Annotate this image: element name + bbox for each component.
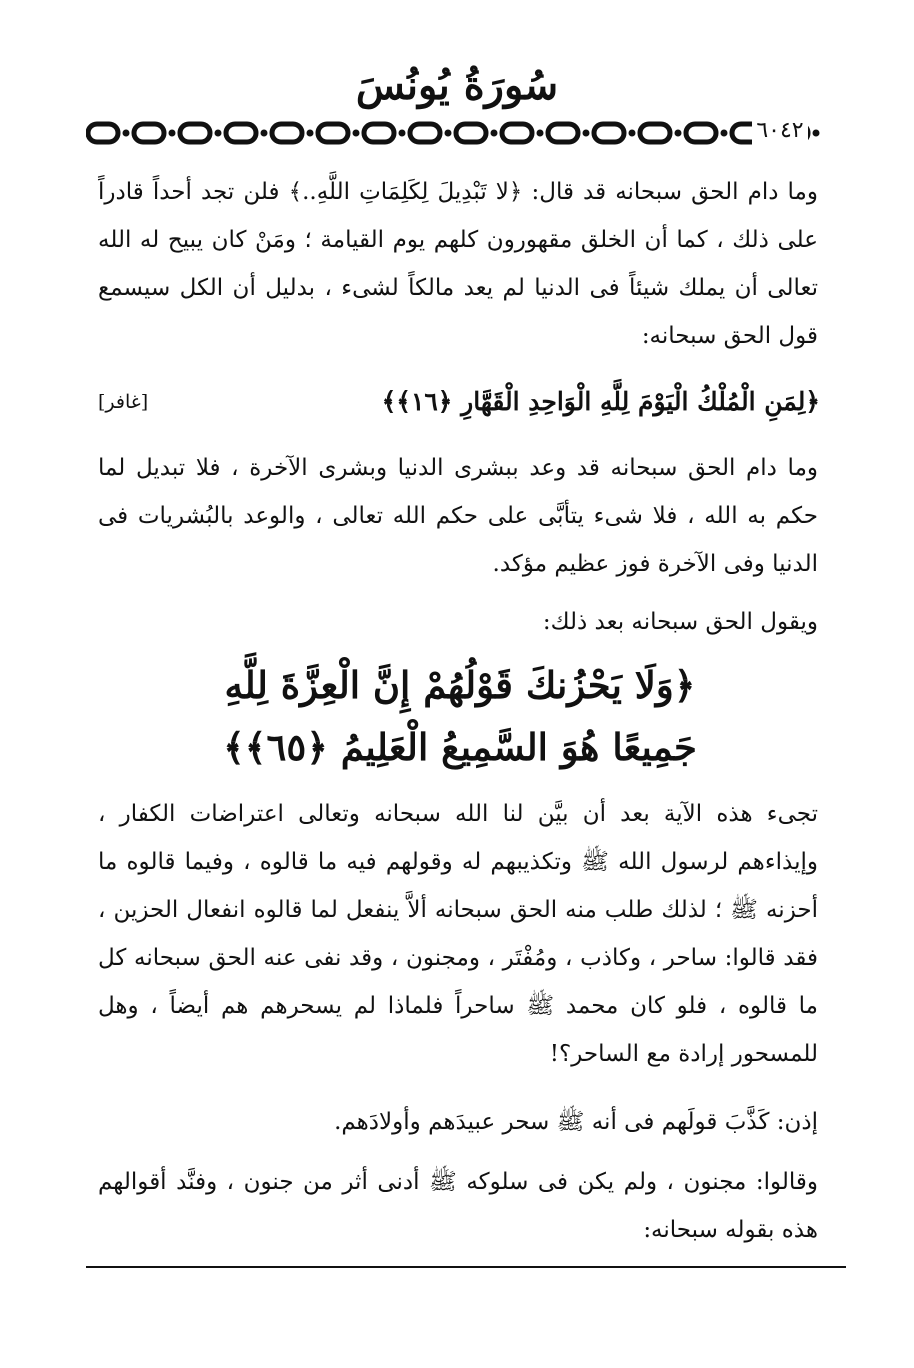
quran-verse-ghafir: ﴿لِمَنِ الْمُلْكُ الْيَوْمَ لِلَّهِ الْوَاحِدِ الْقَهَّارِ ﴿١٦﴾﴾ — [381, 387, 820, 416]
paragraph-4: تجىء هذه الآية بعد أن بيَّن لنا الله سبحانه وتعالى اعتراضات الكفار ، وإيذاءهم لرسول الله ﷺ وتكذيبهم له وقولهم فيه ما قالوه ، وفيما قالوه ما أحزنه ﷺ ؛ لذلك طلب منه الحق سبحانه ألاَّ ينفعل لما قالوه انفعال الحزين ، فقد قالوا: ساحر ، وكاذب ، ومُفْتَر ، ومجنون ، وقد نفى عنه الحق سبحانه كل ما قالوه ، فلو كان محمد ﷺ ساحراً فلماذا لم يسحرهم هم أيضاً ، وهل للمسحور إرادة مع الساحر؟! — [98, 801, 818, 1067]
paragraph-3: ويقول الحق سبحانه بعد ذلك: — [542, 609, 818, 635]
chain-link — [594, 124, 624, 142]
quran-verse-line-1: ﴿وَلَا يَحْزُنكَ قَوْلُهُمْ إِنَّ الْعِزَّةَ لِلَّهِ — [224, 663, 696, 707]
chain-dot — [813, 130, 820, 137]
chain-link — [410, 124, 440, 142]
chain-dot — [353, 130, 360, 137]
chain-dot — [629, 130, 636, 137]
chain-dot — [721, 130, 728, 137]
chain-link — [456, 124, 486, 142]
chain-link — [180, 124, 210, 142]
paragraph-6: وقالوا: مجنون ، ولم يكن فى سلوكه ﷺ أدنى أثر من جنون ، وفنَّد أقوالهم هذه بقوله سبحانه: — [98, 1169, 818, 1243]
chain-dot — [537, 130, 544, 137]
ornamental-chain-border — [86, 118, 838, 148]
paragraph-5: إذن: كَذَّبَ قولَهم فى أنه ﷺ سحر عبيدَهم وأولادَهم. — [334, 1109, 818, 1135]
bottom-rule — [86, 1266, 846, 1268]
chain-link — [364, 124, 394, 142]
chain-link — [640, 124, 670, 142]
chain-dot — [583, 130, 590, 137]
chain-dot — [675, 130, 682, 137]
surah-title: سُورَةُ يُونُسَ — [355, 62, 559, 109]
chain-dot — [215, 130, 222, 137]
verse-reference: [غافر] — [98, 391, 149, 413]
chain-link — [502, 124, 532, 142]
chain-dot — [491, 130, 498, 137]
chain-link — [318, 124, 348, 142]
chain-dot — [261, 130, 268, 137]
page-number: ٦٠٤٢ — [752, 116, 808, 146]
chain-link — [226, 124, 256, 142]
paragraph-1: وما دام الحق سبحانه قد قال: ﴿لا تَبْدِيلَ لِكَلِمَاتِ اللَّهِ..﴾ فلن تجد أحداً قادراً على ذلك ، كما أن الخلق مقهورون كلهم يوم القيامة ؛ ومَنْ كان يبيح له الله تعالى أن يملك شيئاً فى الدنيا لم يعد مالكاً لشىء ، بدليل أن الكل سيسمع قول الحق سبحانه: — [98, 179, 818, 349]
chain-link — [686, 124, 716, 142]
chain-link — [272, 124, 302, 142]
chain-link — [548, 124, 578, 142]
chain-dot — [169, 130, 176, 137]
chain-dot — [399, 130, 406, 137]
chain-link — [134, 124, 164, 142]
chain-link — [88, 124, 118, 142]
chain-dot — [123, 130, 130, 137]
chain-dot — [307, 130, 314, 137]
paragraph-2: وما دام الحق سبحانه قد وعد ببشرى الدنيا وبشرى الآخرة ، فلا تبديل لما حكم به الله ، فلا شىء يتأبَّى على حكم الله تعالى ، والوعد بالبُشريات فى الدنيا وفى الآخرة فوز عظيم مؤكد. — [98, 455, 818, 577]
quran-verse-line-2: جَمِيعًا هُوَ السَّمِيعُ الْعَلِيمُ ﴿٦٥﴾﴾ — [223, 725, 697, 769]
chain-dot — [445, 130, 452, 137]
